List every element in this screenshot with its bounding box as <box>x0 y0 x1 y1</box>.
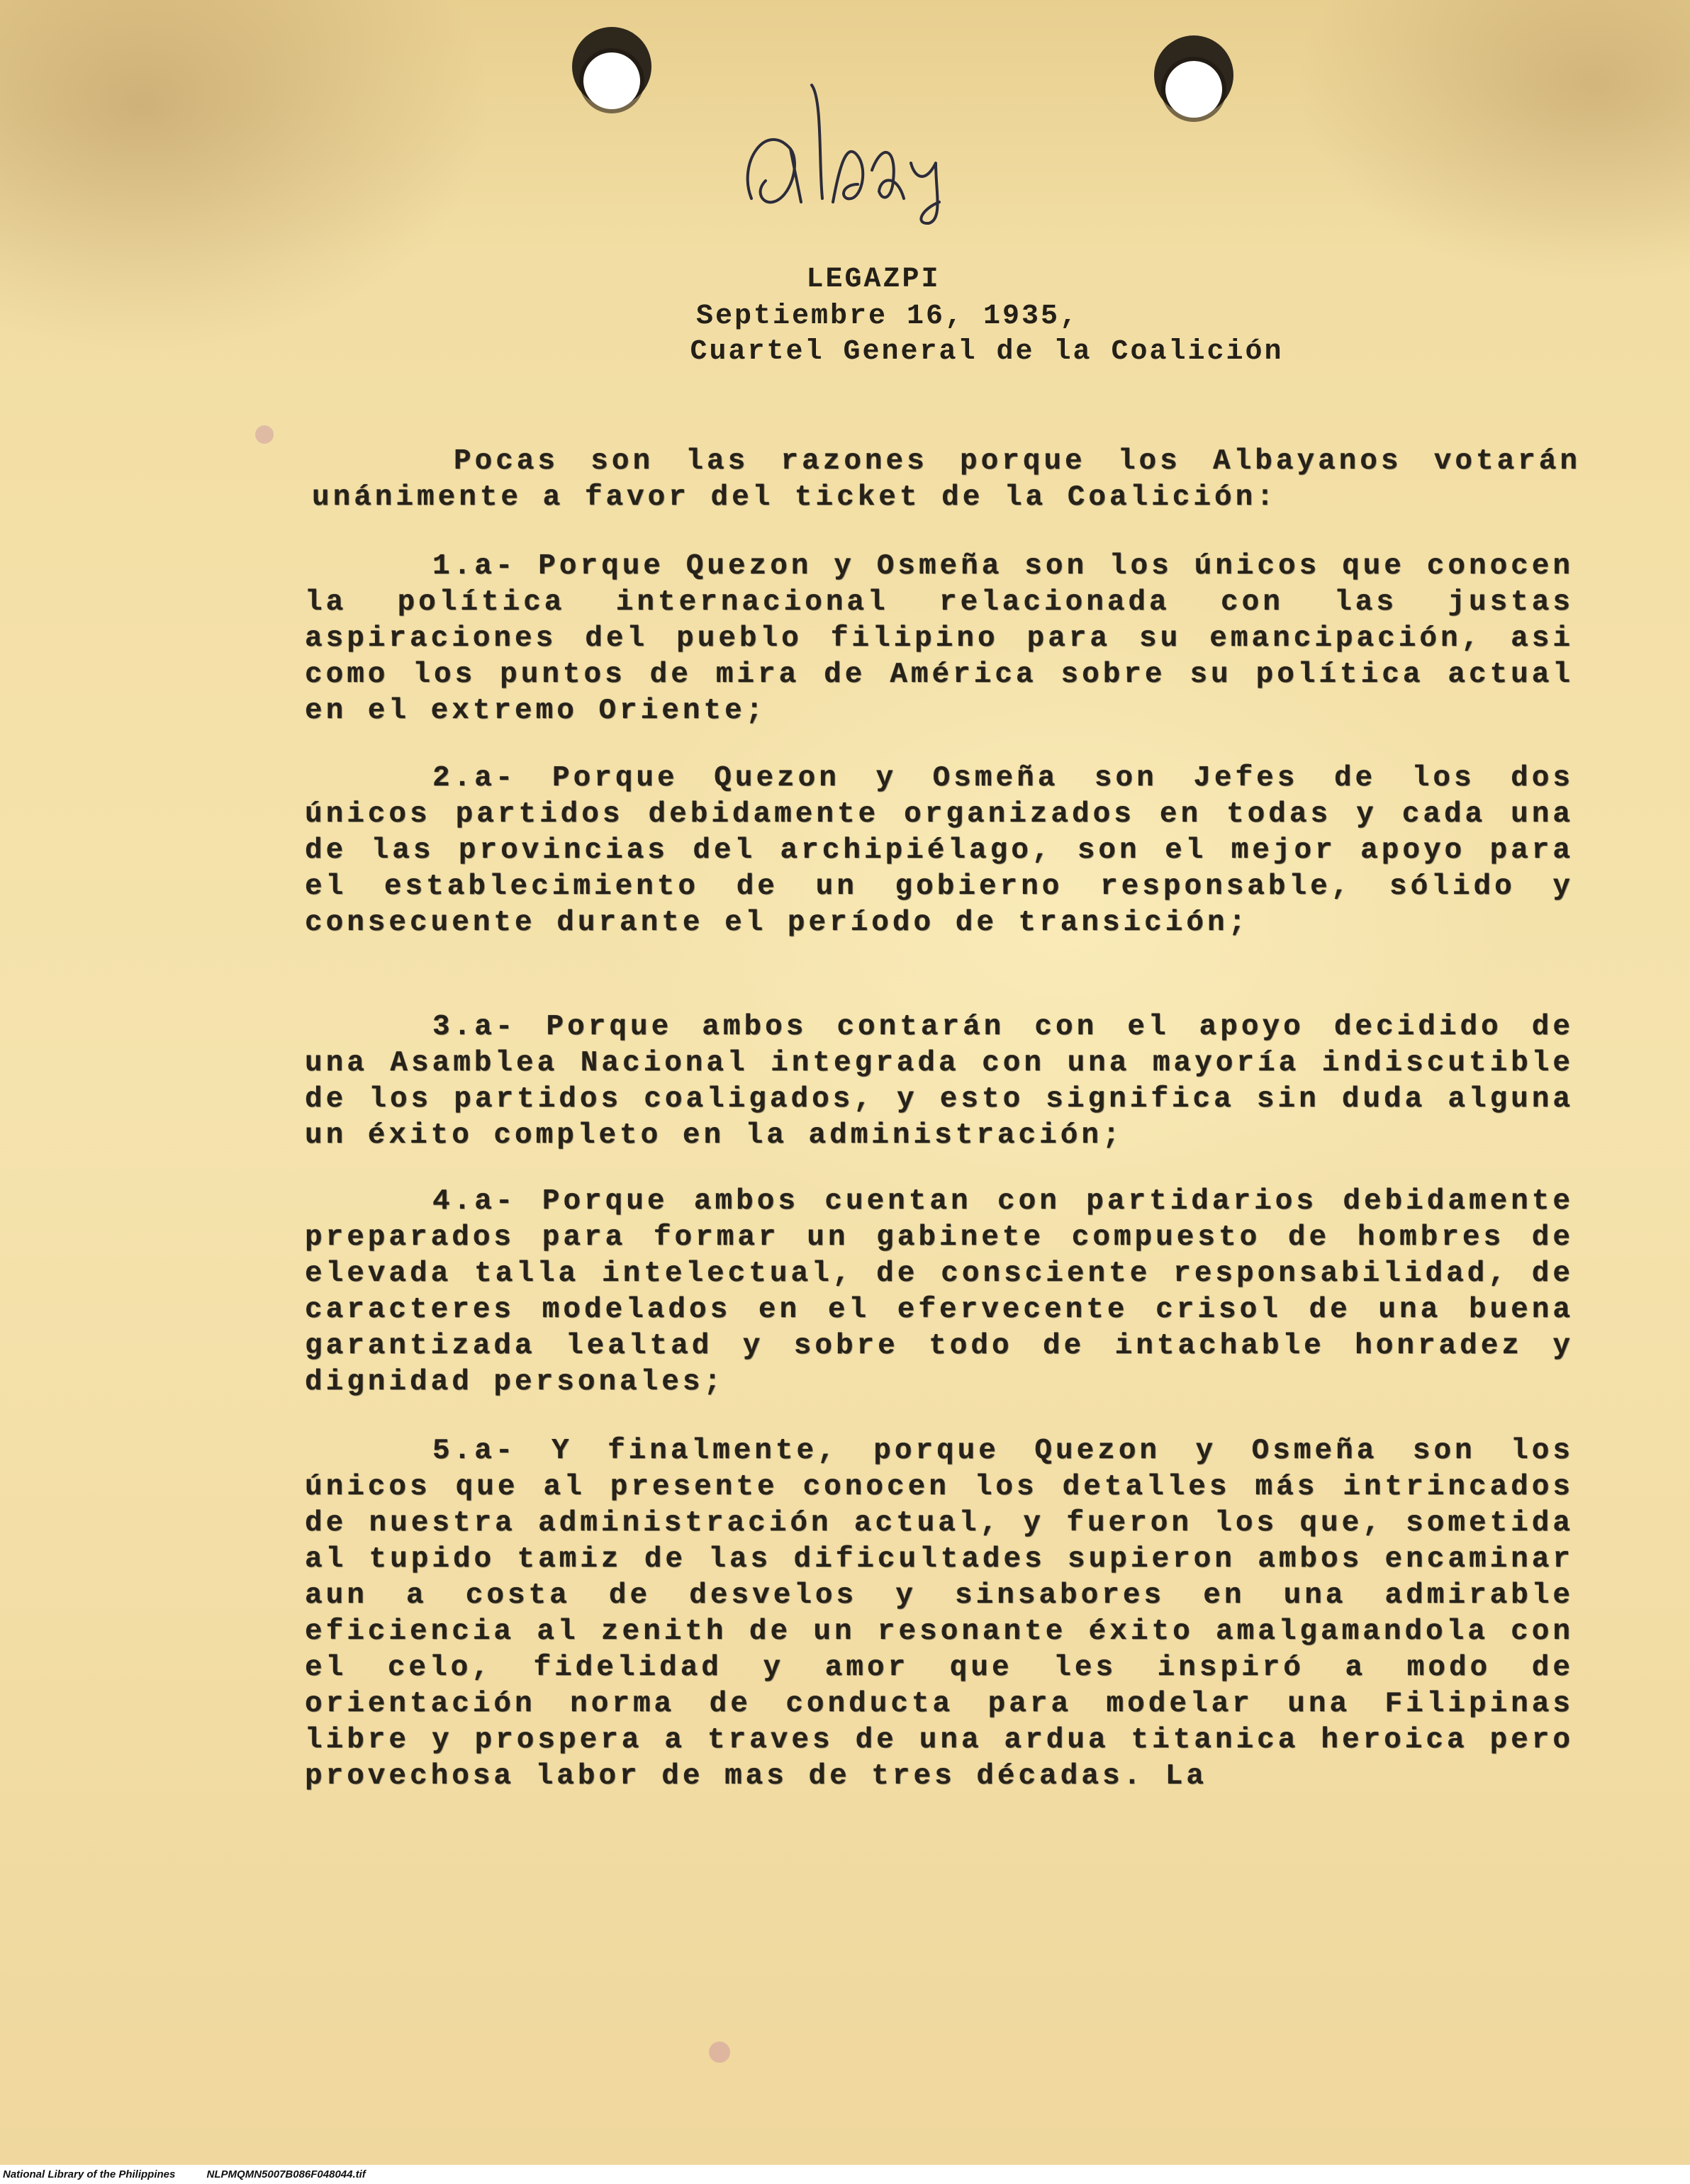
archive-footer <box>0 2165 1690 2184</box>
reason-item-3: 3.a- Porque ambos contarán con el apoyo decidido de una Asamblea Nacional integrada con una mayoría indiscutible de los partidos coaligados, y esto significa sin duda alguna un éxito completo en la administración; <box>305 1011 1574 1152</box>
header-date: Septiembre 16, 1935, <box>695 301 1080 332</box>
punch-hole-left <box>583 52 640 109</box>
header-headquarters: Cuartel General de la Coalición <box>690 336 1284 368</box>
header-city: LEGAZPI <box>806 264 941 296</box>
handwritten-signature <box>723 57 1007 227</box>
reason-item-1: 1.a- Porque Quezon y Osmeña son los únicos que conocen la política internacional relacionada con las justas aspiraciones del pueblo filipino para su emancipación, asi como los puntos de mira de América sobre su política actual en el extremo Oriente; <box>305 550 1574 727</box>
reason-item-2: 2.a- Porque Quezon y Osmeña son Jefes de los dos únicos partidos debidamente organizados en todas y cada una de las provincias del archipiélago, son el mejor apoyo para el establecimiento de un gobierno responsable, sólido y consecuente durante el período de transición; <box>305 762 1574 939</box>
intro-paragraph: Pocas son las razones porque los Albayanos votarán unánimente a favor del ticket de la Coalición: <box>312 445 1581 514</box>
reason-item-5: 5.a- Y finalmente, porque Quezon y Osmeña son los únicos que al presente conocen los detalles más intrincados de nuestra administración actual, y fueron los que, sometida al tupido tamiz de las dificultades supieron ambos encaminar aun a costa de desvelos y sinsabores en una admirable eficiencia al zenith de un resonante éxito amalgamandola con el celo, fidelidad y amor que les inspiró a modo de orientación norma de conducta para modelar una Filipinas libre y prospera a traves de una ardua titanica heroica pero provechosa labor de mas de tres décadas. La <box>305 1435 1574 1793</box>
footer-file-id: NLPMQMN5007B086F048044.tif <box>206 2168 366 2180</box>
reason-item-4: 4.a- Porque ambos cuentan con partidarios debidamente preparados para formar un gabinete compuesto de hombres de elevada talla intelectual, de consciente responsabilidad, de caracteres modelados en el efervecente crisol de una buena garantizada lealtad y sobre todo de intachable honradez y dignidad personales; <box>305 1185 1574 1399</box>
ink-stain <box>255 425 274 444</box>
punch-hole-right <box>1165 61 1222 118</box>
footer-library: National Library of the Philippines <box>3 2168 176 2180</box>
ink-stain <box>709 2042 730 2063</box>
